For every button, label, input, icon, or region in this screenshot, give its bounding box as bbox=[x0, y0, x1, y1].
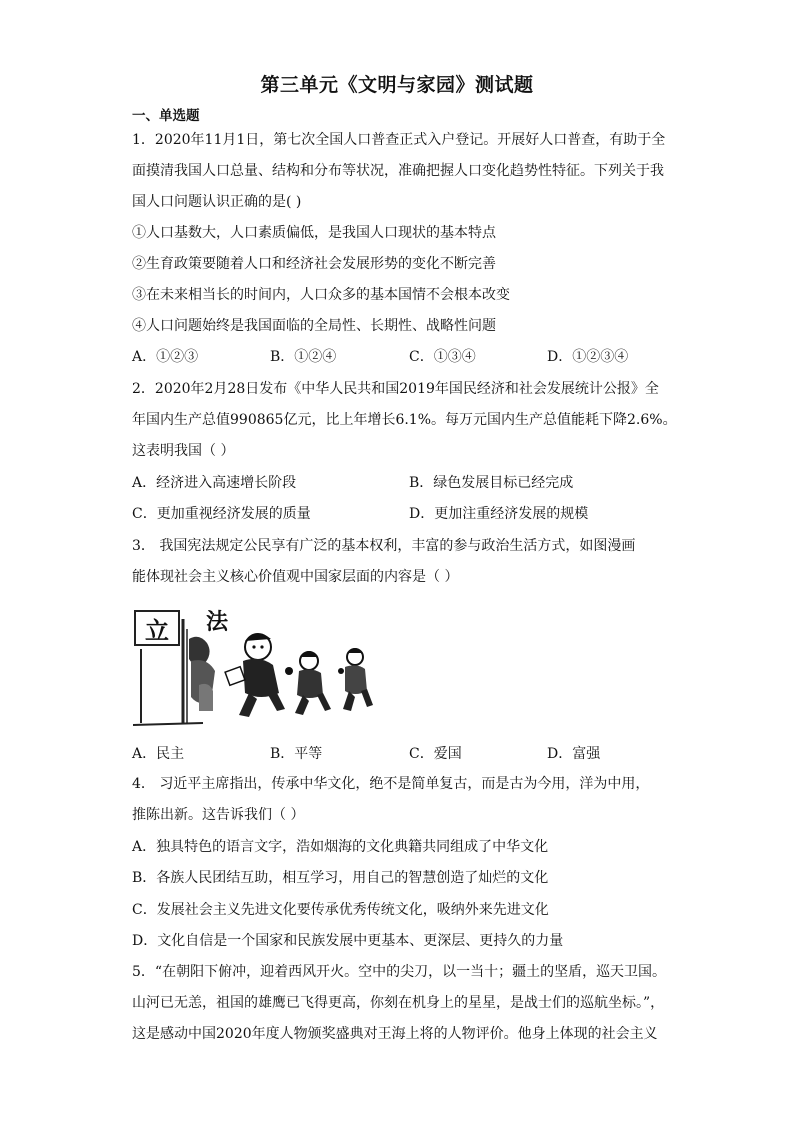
q1-option-a: A．①②③ bbox=[132, 349, 199, 365]
q4-option-c: C．发展社会主义先进文化要传承优秀传统文化，吸纳外来先进文化 bbox=[132, 902, 549, 918]
q4-line-2: 推陈出新。这告诉我们（ ） bbox=[132, 807, 305, 823]
q1-statement-1: ①人口基数大，人口素质偏低，是我国人口现状的基本特点 bbox=[132, 225, 496, 241]
q3-option-a: A．民主 bbox=[132, 746, 185, 762]
q3-option-d: D．富强 bbox=[547, 746, 601, 762]
q5-line-1: 5．“在朝阳下俯冲，迎着西风开火。空中的尖刀，以一当十；疆土的坚盾，巡天卫国。 bbox=[132, 964, 667, 980]
q1-line-3: 国人口问题认识正确的是( ) bbox=[132, 194, 302, 210]
section-heading: 一、单选题 bbox=[132, 108, 200, 124]
q3-line-2: 能体现社会主义核心价值观中国家层面的内容是（ ） bbox=[132, 569, 459, 585]
q2-line-3: 这表明我国（ ） bbox=[132, 443, 235, 459]
q2-option-b: B．绿色发展目标已经完成 bbox=[409, 475, 574, 491]
q2-line-2: 年国内生产总值990865亿元，比上年增长6.1%。每万元国内生产总值能耗下降2.6%。 bbox=[132, 412, 677, 428]
legislation-cartoon bbox=[133, 599, 373, 727]
q1-option-d: D．①②③④ bbox=[547, 349, 629, 365]
q3-option-c: C．爱国 bbox=[409, 746, 462, 762]
q2-option-c: C．更加重视经济发展的质量 bbox=[132, 506, 311, 522]
q2-option-a: A．经济进入高速增长阶段 bbox=[132, 475, 297, 491]
q5-line-2: 山河已无恙，祖国的雄鹰已飞得更高，你刻在机身上的星星，是战士们的巡航坐标。”， bbox=[132, 995, 665, 1011]
q1-line-1: 1．2020年11月1日，第七次全国人口普查正式入户登记。开展好人口普查，有助于全 bbox=[132, 132, 666, 148]
q5-line-3: 这是感动中国2020年度人物颁奖盛典对王海上将的人物评价。他身上体现的社会主义 bbox=[132, 1026, 658, 1042]
q2-option-d: D．更加注重经济发展的规模 bbox=[409, 506, 589, 522]
cartoon-char-li: 立 bbox=[145, 617, 169, 645]
q3-line-1: 3． 我国宪法规定公民享有广泛的基本权利，丰富的参与政治生活方式，如图漫画 bbox=[132, 538, 636, 554]
q4-option-d: D．文化自信是一个国家和民族发展中更基本、更深层、更持久的力量 bbox=[132, 933, 564, 949]
q3-option-b: B．平等 bbox=[270, 746, 323, 762]
q1-line-2: 面摸清我国人口总量、结构和分布等状况，准确把握人口变化趋势性特征。下列关于我 bbox=[132, 163, 664, 179]
q1-statement-2: ②生育政策要随着人口和经济社会发展形势的变化不断完善 bbox=[132, 256, 496, 272]
q4-line-1: 4． 习近平主席指出，传承中华文化，绝不是简单复古，而是古为今用，洋为中用， bbox=[132, 776, 650, 792]
q4-option-a: A．独具特色的语言文字，浩如烟海的文化典籍共同组成了中华文化 bbox=[132, 839, 549, 855]
page-title: 第三单元《文明与家园》测试题 bbox=[260, 74, 534, 96]
q1-statement-4: ④人口问题始终是我国面临的全局性、长期性、战略性问题 bbox=[132, 318, 496, 334]
q1-statement-3: ③在未来相当长的时间内，人口众多的基本国情不会根本改变 bbox=[132, 287, 510, 303]
q4-option-b: B．各族人民团结互助，相互学习，用自己的智慧创造了灿烂的文化 bbox=[132, 870, 549, 886]
q1-option-c: C．①③④ bbox=[409, 349, 476, 365]
q2-line-1: 2．2020年2月28日发布《中华人民共和国2019年国民经济和社会发展统计公报》全 bbox=[132, 381, 659, 397]
q1-option-b: B．①②④ bbox=[270, 349, 337, 365]
cartoon-char-fa: 法 bbox=[205, 610, 229, 635]
